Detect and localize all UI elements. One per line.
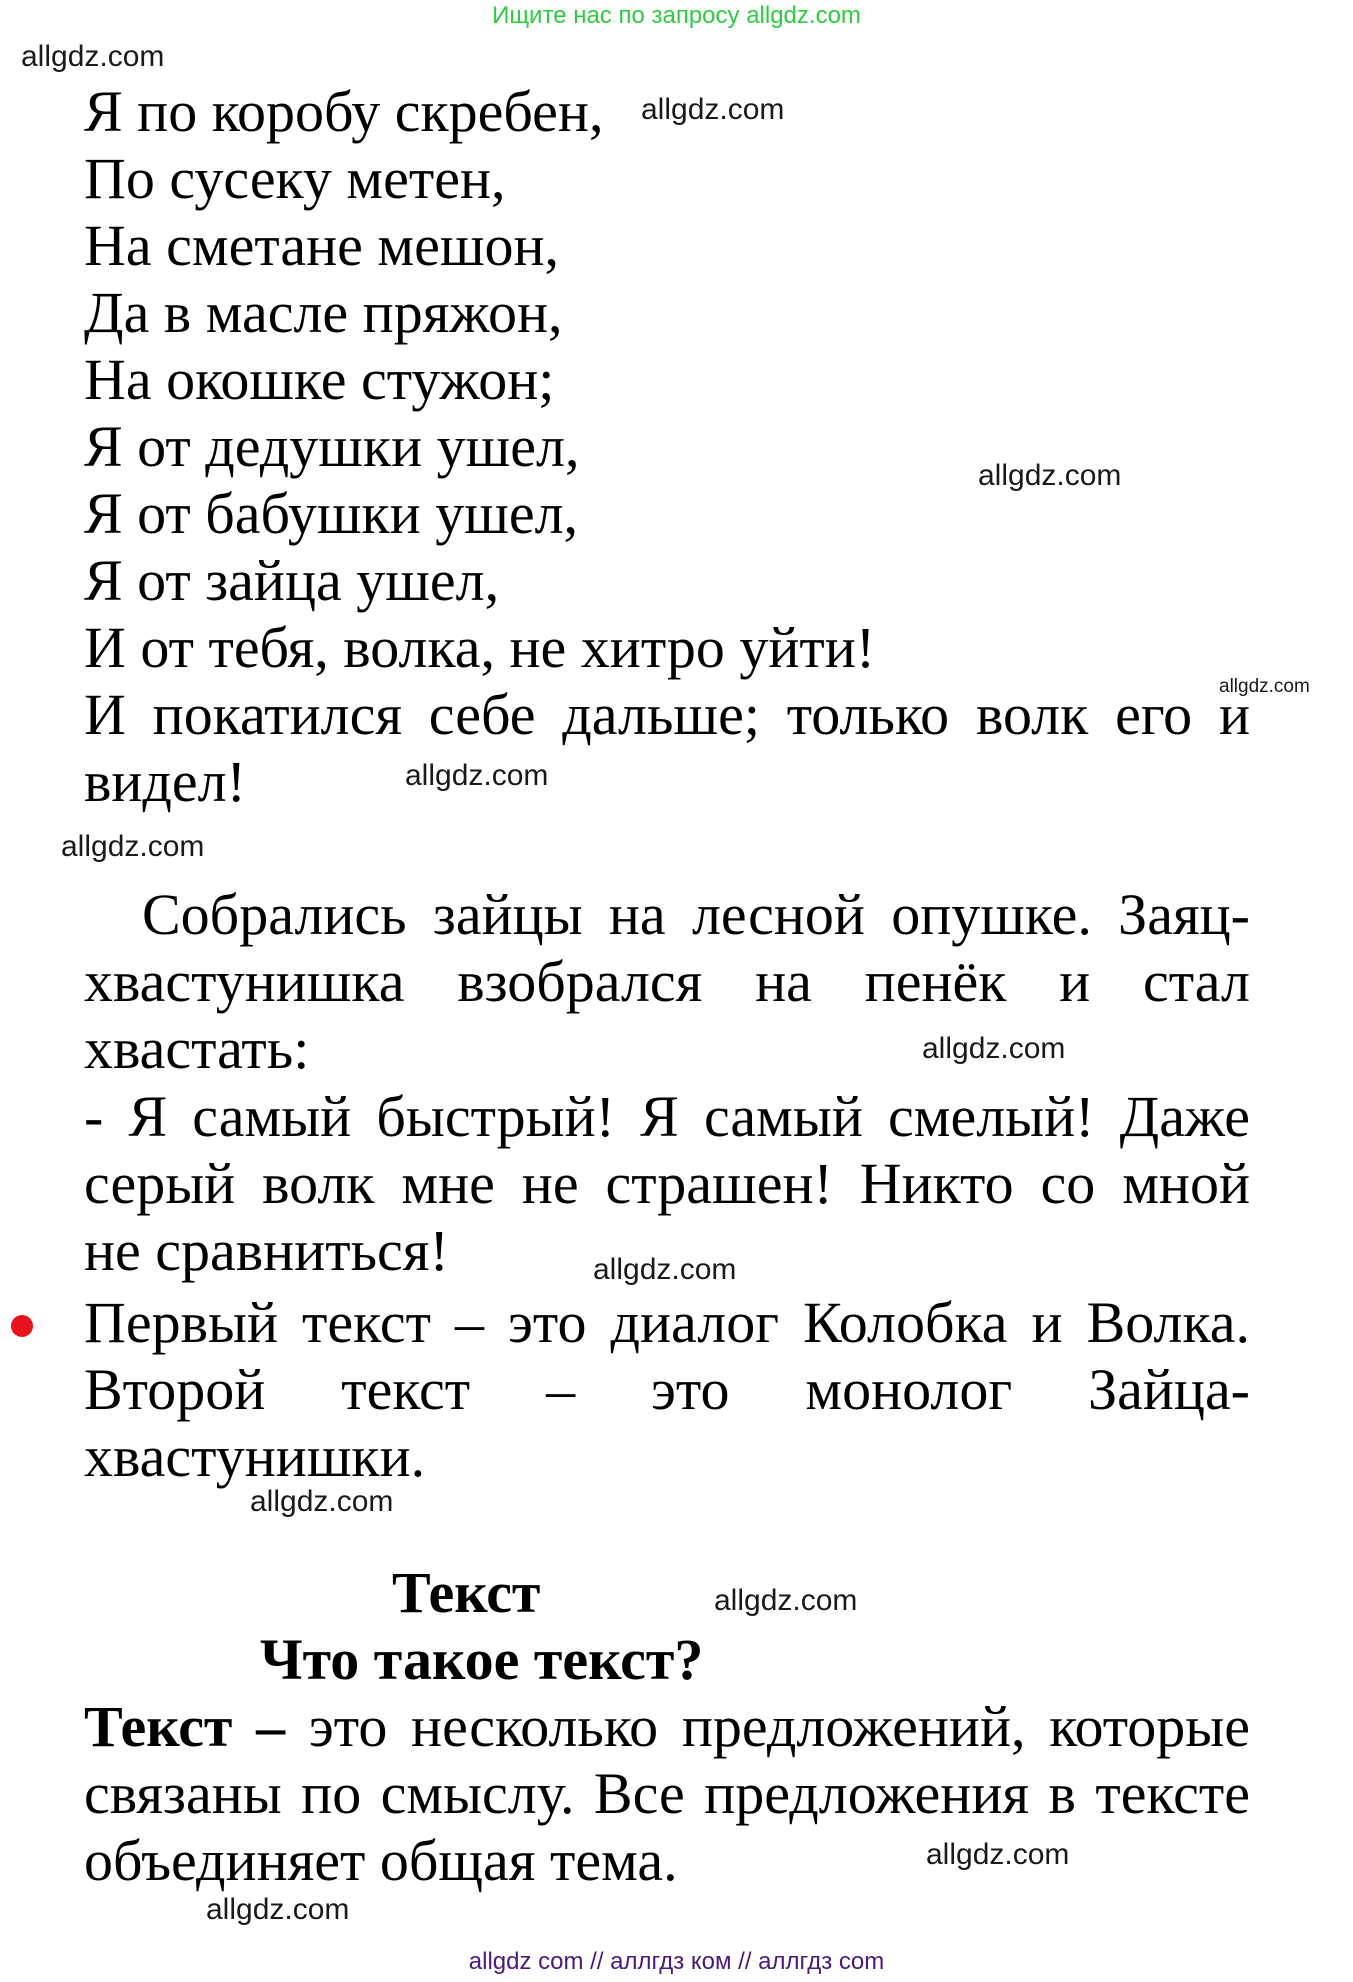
poem-line: Я от дедушки ушел, (84, 414, 580, 479)
watermark: allgdz.com (405, 759, 549, 792)
poem-line: И от тебя, волка, не хитро уйти! (84, 615, 876, 680)
paragraph-line: Собрались зайцы на лесной опушке. Заяц- (142, 882, 1250, 947)
paragraph-line: не сравниться! (84, 1218, 449, 1283)
answer-line: хвастунишки. (84, 1424, 426, 1489)
section-title: Текст (392, 1560, 541, 1625)
red-bullet-icon (11, 1315, 33, 1337)
paragraph-line: хвастунишка взобрался на пенёк и стал (84, 949, 1250, 1014)
poem-line: На сметане мешон, (84, 213, 560, 278)
bottom-banner: allgdz com // аллгдз ком // аллгдз com (468, 1948, 885, 1975)
poem-line: Я от бабушки ушел, (84, 481, 579, 546)
definition-line: Текст – это несколько предложений, которые (84, 1694, 1250, 1759)
watermark: allgdz.com (922, 1032, 1066, 1065)
watermark: allgdz.com (1219, 676, 1310, 697)
paragraph-line: - Я самый быстрый! Я самый смелый! Даже (84, 1084, 1250, 1149)
poem-line: Да в масле пряжон, (84, 280, 563, 345)
watermark: allgdz.com (206, 1893, 350, 1926)
section-subtitle: Что такое текст? (260, 1627, 704, 1692)
poem-line: На окошке стужон; (84, 347, 555, 412)
answer-line: Первый текст – это диалог Колобка и Волка. (84, 1290, 1250, 1355)
watermark: allgdz.com (61, 830, 205, 863)
watermark: allgdz.com (593, 1253, 737, 1286)
top-banner: Ищите нас по запросу allgdz.com (492, 2, 861, 29)
watermark: allgdz.com (714, 1584, 858, 1617)
narration-line: видел! (84, 749, 246, 814)
poem-line: Я по коробу скребен, (84, 79, 604, 144)
answer-line: Второй текст – это монолог Зайца- (84, 1357, 1250, 1422)
watermark: allgdz.com (21, 40, 165, 73)
watermark: allgdz.com (978, 459, 1122, 492)
definition-term: Текст – (84, 1694, 286, 1759)
definition-line: объединяет общая тема. (84, 1828, 678, 1893)
poem-line: Я от зайца ушел, (84, 548, 500, 613)
watermark: allgdz.com (926, 1838, 1070, 1871)
narration-line: И покатился себе дальше; только волк его и (84, 682, 1250, 747)
watermark: allgdz.com (250, 1485, 394, 1518)
paragraph-line: хвастать: (84, 1016, 310, 1081)
poem-line: По сусеку метен, (84, 146, 506, 211)
paragraph-line: серый волк мне не страшен! Никто со мной (84, 1151, 1250, 1216)
watermark: allgdz.com (641, 93, 785, 126)
definition-line: связаны по смыслу. Все предложения в тексте (84, 1761, 1250, 1826)
